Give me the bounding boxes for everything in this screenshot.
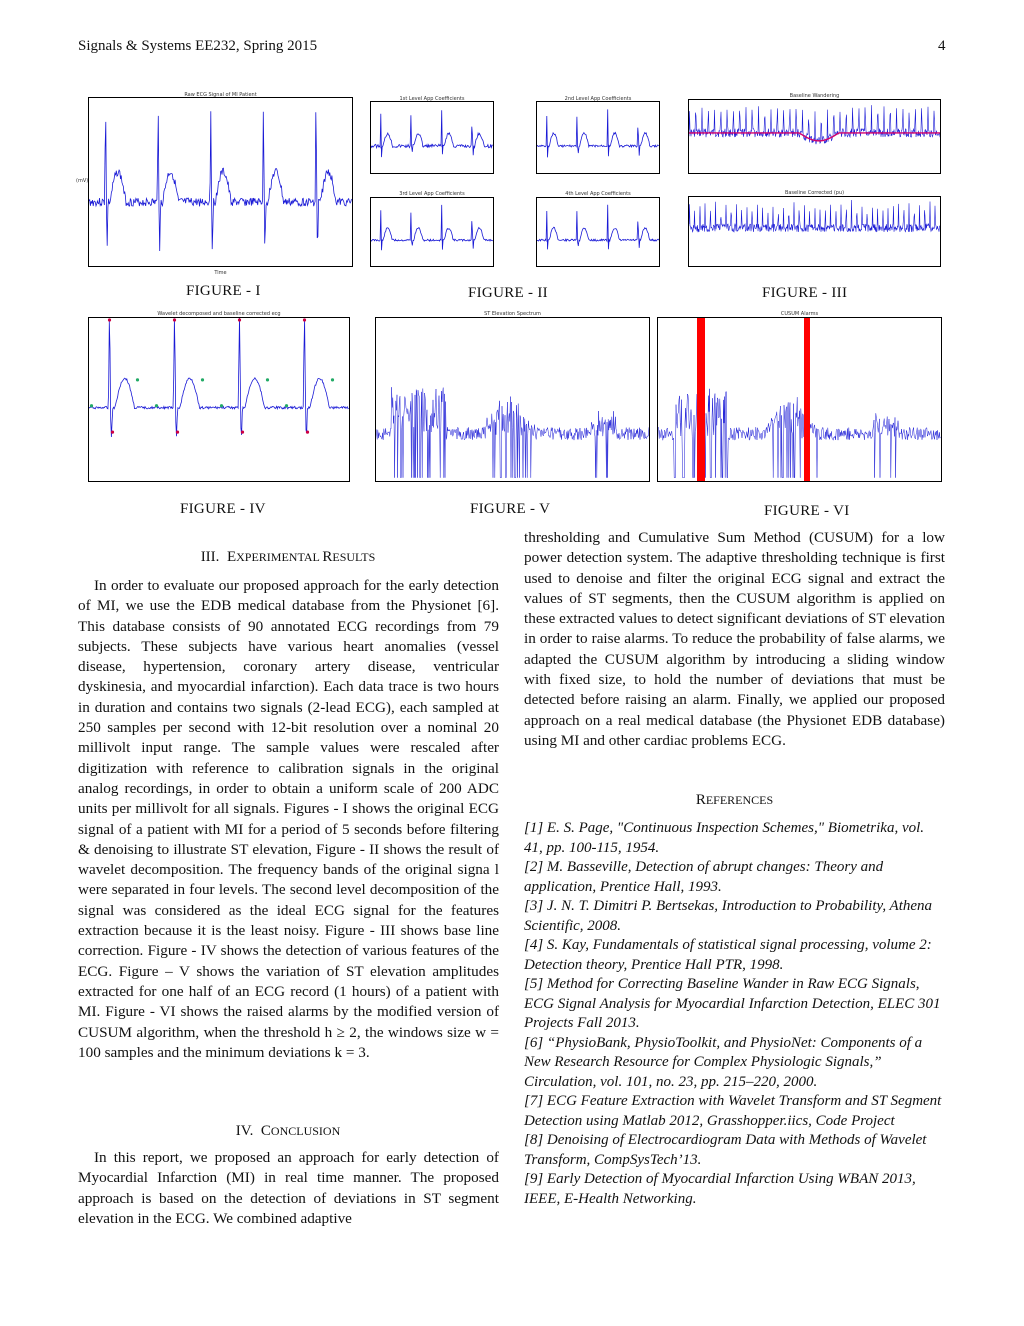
baseline-wander-panel	[688, 99, 941, 174]
results-heading: III. EXPERIMENTAL RESULTS	[200, 549, 376, 565]
figure-2-label: FIGURE - II	[468, 285, 548, 301]
feature-marker	[238, 318, 241, 321]
st-title: ST Elevation Spectrum	[484, 311, 541, 317]
running-header: Signals & Systems EE232, Spring 2015	[78, 38, 318, 54]
reference-item: [6] “PhysioBank, PhysioToolkit, and PhysioNet: Components of a New Research Resource for Complex Physiologic Signals,” Circulation, vol. 101, no. 23, pp. 215–220, 2000.	[524, 1034, 923, 1090]
coef-level2-trace	[537, 109, 659, 157]
feature-marker	[331, 378, 334, 381]
coef-level1-panel	[370, 101, 494, 174]
cusum-alarm-1	[697, 318, 705, 481]
coef-level1-title: 1st Level App Coefficients	[399, 96, 465, 102]
coef-level2-title: 2nd Level App Coefficients	[564, 96, 632, 102]
raw-ecg-xlabel: Time	[214, 270, 227, 276]
figure-6-cusum	[657, 317, 942, 482]
reference-item: [1] E. S. Page, "Continuous Inspection Schemes," Biometrika, vol. 41, pp. 100-115, 1954.	[524, 820, 925, 856]
raw-ecg-plot	[89, 98, 352, 266]
figure-1-raw-ecg	[88, 97, 353, 267]
feature-marker	[176, 431, 179, 434]
reference-item: [3] J. N. T. Dimitri P. Bertsekas, Introduction to Probability, Athena Scientific, 2008.	[524, 898, 933, 934]
baseline-wander-title: Baseline Wandering	[789, 93, 840, 99]
raw-ecg-title: Raw ECG Signal of MI Patient	[184, 92, 257, 98]
conclusion-text-right: thresholding and Cumulative Sum Method (CUSUM) for a low power detection system. The adaptive thresholding technique is first used to denoise and filter the original ECG signal and extract the values of ST segments, then the CUSUM algorithm is applied on these extracted values to detect significant deviations of ST elevation in order to raise alarms. To reduce the probability of false alarms, we adapted the CUSUM algorithm by introducing a sliding window with fixed size, to hold the number of deviations that must be detected before raising an alarm. Finally, we applied our proposed approach on a real medical database (the Physionet EDB database) using MI and other cardiac problems ECG.	[524, 529, 945, 749]
reference-item: [4] S. Kay, Fundamentals of statistical signal processing, volume 2: Detection theory, Prentice Hall PTR, 1998.	[524, 937, 932, 973]
feature-marker	[136, 378, 139, 381]
st-elevation-trace	[376, 387, 649, 478]
figure-5-label: FIGURE - V	[470, 501, 551, 517]
results-text: In order to evaluate our proposed approach for the early detection of MI, we use the EDB medical database from the Physionet [6]. This database consists of 90 annotated ECG recordings from 79 subjects. These subjects have various heart anomalies (vessel disease, hypertension, coronary artery disease, ventricular dyskinesia, and myocardial infarction). Each data trace is two hours in duration and contains two signals (2-lead ECG), each sampled at 250 samples per second with 12-bit resolution over a nominal 20 millivolt input range. The sample values were rescaled after digitization with reference to calibration signals in the original analog recordings, in order to obtain a uniform scale of 200 ADC units per millivolt for all signals. Figures - I shows the original ECG signal of a patient with MI for a period of 5 seconds before filtering & denoising to illustrate ST elevation, Figure - II shows the result of wavelet decomposition. The frequency bands of the original signa l were separated in four levels. The second level decomposition of the signal was considered as the ideal ECG signal for the features extraction because it is the least noisy. Figure - III shows base line correction. Figure - IV shows the detection of various features of the ECG. Figure – V shows the variation of ST elevation amplitudes extracted for one half of an ECG record (1 hours) of a patient with MI. Figure - VI shows the raised alarms by the modified version of CUSUM algorithm, when the threshold h ≥ 2, the windows size w = 100 samples and the minimum deviations k = 3.	[78, 577, 499, 1061]
coef-level4-trace	[537, 205, 659, 250]
references-list	[524, 819, 945, 1209]
feature-marker	[241, 431, 244, 434]
coef-level2-panel	[536, 101, 660, 174]
figure-6-label: FIGURE - VI	[764, 503, 850, 519]
figure-4-label: FIGURE - IV	[180, 501, 266, 517]
raw-ecg-ylabel: (mV)	[76, 178, 89, 184]
baseline-wander-trace	[689, 105, 940, 144]
coef-level1-trace	[371, 110, 493, 157]
coef-level4-title: 4th Level App Coefficients	[565, 191, 631, 197]
features-ecg-trace	[89, 318, 349, 437]
feature-marker	[220, 404, 223, 407]
feature-marker	[155, 404, 158, 407]
baseline-corrected-title: Baseline Corrected (pu)	[784, 190, 845, 196]
feature-marker	[111, 431, 114, 434]
feature-marker	[306, 431, 309, 434]
baseline-corrected-panel	[688, 196, 941, 267]
raw-ecg-trace	[89, 111, 352, 251]
page-number: 4	[938, 38, 946, 54]
feature-marker	[173, 318, 176, 321]
reference-item: [9] Early Detection of Myocardial Infarction Using WBAN 2013, IEEE, E-Health Networking.	[524, 1171, 916, 1207]
figure-5-st-spectrum	[375, 317, 650, 482]
conclusion-text-left: In this report, we proposed an approach for early detection of Myocardial Infarction (MI) in real time manner. The proposed approach is based on the detection of deviations in ST segment elevation in the ECG. We combined adaptive	[78, 1149, 499, 1227]
reference-item: [5] Method for Correcting Baseline Wander in Raw ECG Signals, ECG Signal Analysis for Myocardial Infarction Detection, ELEC 301 Projects Fall 2013.	[524, 976, 941, 1031]
reference-item: [8] Denoising of Electrocardiogram Data with Methods of Wavelet Transform, CompSysTech’13.	[524, 1132, 927, 1168]
reference-item: [7] ECG Feature Extraction with Wavelet Transform and ST Segment Detection using Matlab 2012, Grasshopper.iics, Code Project	[524, 1093, 942, 1129]
feature-marker	[90, 404, 93, 407]
coef-level3-panel	[370, 197, 494, 267]
feature-marker	[285, 404, 288, 407]
baseline-corrected-trace	[689, 200, 940, 232]
conclusion-heading: IV. CONCLUSION	[235, 1123, 341, 1139]
feature-marker	[108, 318, 111, 321]
figure-4-features	[88, 317, 350, 482]
cusum-title: CUSUM Alarms	[780, 311, 819, 317]
coef-level3-title: 3rd Level App Coefficients	[399, 191, 465, 197]
coef-level3-trace	[371, 205, 493, 250]
coef-level4-panel	[536, 197, 660, 267]
features-title: Wavelet decomposed and baseline corrected ecg	[157, 311, 281, 317]
feature-marker	[303, 318, 306, 321]
feature-marker	[201, 378, 204, 381]
references-heading: REFERENCES	[695, 792, 774, 808]
figure-1-label: FIGURE - I	[186, 283, 261, 299]
figure-3-label: FIGURE - III	[762, 285, 848, 301]
cusum-alarm-2	[804, 318, 810, 481]
reference-item: [2] M. Basseville, Detection of abrupt changes: Theory and application, Prentice Hall, 1993.	[524, 859, 884, 895]
feature-marker	[266, 378, 269, 381]
